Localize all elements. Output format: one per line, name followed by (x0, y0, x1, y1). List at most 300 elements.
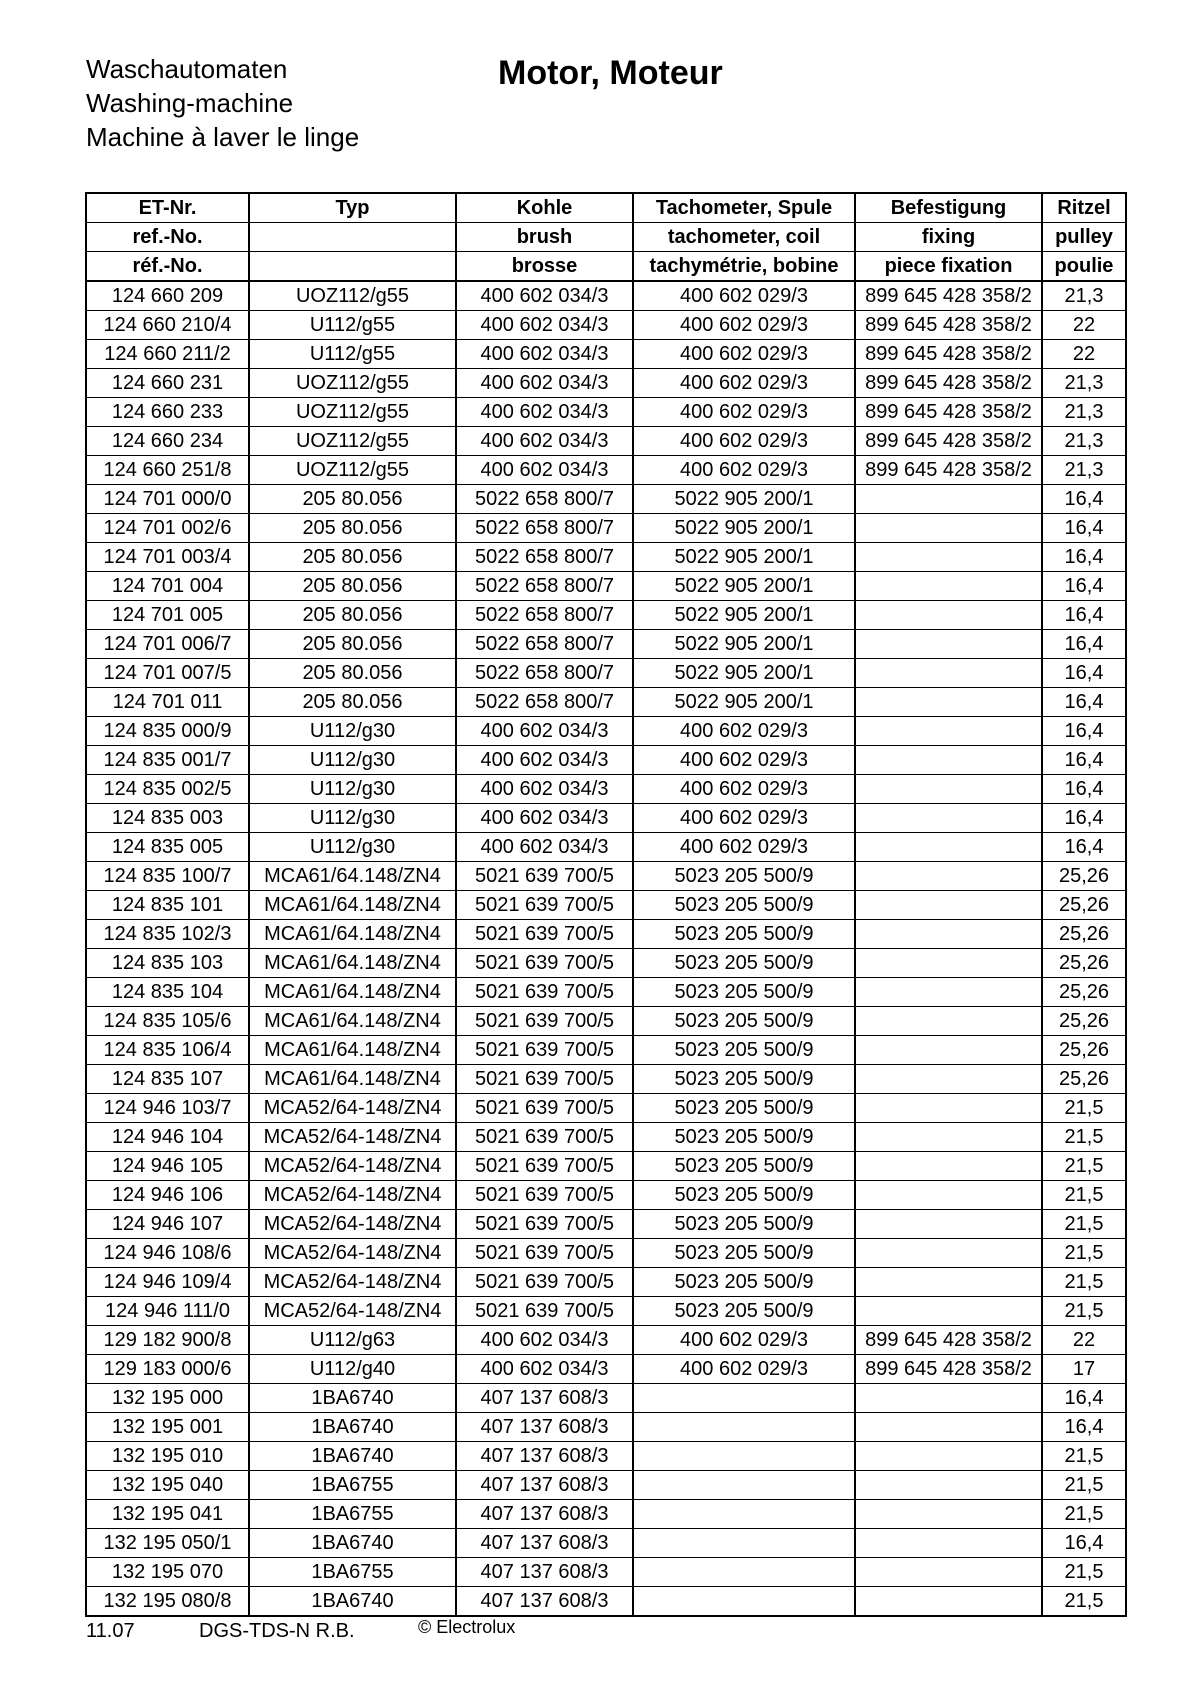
table-cell (855, 804, 1042, 833)
table-row (86, 427, 1126, 456)
table-row (86, 1152, 1126, 1181)
table-cell: 400 602 034/3 (456, 369, 633, 398)
table-cell (633, 1587, 855, 1617)
table-row (86, 543, 1126, 572)
table-cell: 124 701 002/6 (86, 514, 249, 543)
table-row (86, 833, 1126, 862)
table-row (86, 1210, 1126, 1239)
table-cell: 400 602 029/3 (633, 775, 855, 804)
table-cell: 5023 205 500/9 (633, 1036, 855, 1065)
table-cell: 5021 639 700/5 (456, 1181, 633, 1210)
table-cell: MCA61/64.148/ZN4 (249, 862, 456, 891)
table-cell: 5023 205 500/9 (633, 1065, 855, 1094)
column-header: ref.-No. (86, 223, 249, 252)
table-cell: 124 835 104 (86, 978, 249, 1007)
table-cell: 124 701 005 (86, 601, 249, 630)
table-cell (633, 1558, 855, 1587)
table-cell (633, 1471, 855, 1500)
table-cell: 124 701 006/7 (86, 630, 249, 659)
table-cell: 5022 905 200/1 (633, 659, 855, 688)
table-cell (855, 775, 1042, 804)
table-cell: 5023 205 500/9 (633, 862, 855, 891)
table-cell: 205 80.056 (249, 514, 456, 543)
table-row (86, 456, 1126, 485)
table-cell: 132 195 070 (86, 1558, 249, 1587)
table-cell: 124 660 211/2 (86, 340, 249, 369)
table-body (86, 281, 1126, 1616)
table-cell: 400 602 029/3 (633, 746, 855, 775)
table-cell: 129 183 000/6 (86, 1355, 249, 1384)
table-cell: 124 835 002/5 (86, 775, 249, 804)
table-cell: 400 602 029/3 (633, 1355, 855, 1384)
column-header: tachymétrie, bobine (633, 252, 855, 282)
table-cell: UOZ112/g55 (249, 281, 456, 311)
table-cell: 899 645 428 358/2 (855, 369, 1042, 398)
table-cell: 1BA6740 (249, 1413, 456, 1442)
table-cell (855, 1413, 1042, 1442)
table-cell: UOZ112/g55 (249, 456, 456, 485)
table-cell (855, 1094, 1042, 1123)
table-cell (855, 717, 1042, 746)
category-fr: Machine à laver le linge (86, 122, 360, 152)
table-cell: MCA52/64-148/ZN4 (249, 1181, 456, 1210)
table-cell: 21,5 (1042, 1587, 1126, 1617)
table-row (86, 1471, 1126, 1500)
table-cell: 16,4 (1042, 1413, 1126, 1442)
table-cell: 124 835 100/7 (86, 862, 249, 891)
table-cell: 407 137 608/3 (456, 1587, 633, 1617)
table-row (86, 1094, 1126, 1123)
column-header: réf.-No. (86, 252, 249, 282)
table-row (86, 891, 1126, 920)
table-cell: U112/g30 (249, 804, 456, 833)
table-row (86, 1065, 1126, 1094)
table-cell: 5022 905 200/1 (633, 630, 855, 659)
table-cell: 400 602 029/3 (633, 281, 855, 311)
table-cell (855, 1268, 1042, 1297)
table-cell (855, 920, 1042, 949)
table-cell: 21,5 (1042, 1442, 1126, 1471)
table-cell: 25,26 (1042, 862, 1126, 891)
table-cell: 124 835 000/9 (86, 717, 249, 746)
table-cell: 16,4 (1042, 659, 1126, 688)
header-row (86, 193, 1126, 223)
table-cell: 21,3 (1042, 398, 1126, 427)
table-cell: 205 80.056 (249, 572, 456, 601)
table-cell: 5021 639 700/5 (456, 1036, 633, 1065)
column-header: Kohle (456, 193, 633, 223)
table-cell: 21,5 (1042, 1297, 1126, 1326)
table-row (86, 1007, 1126, 1036)
table-cell (855, 688, 1042, 717)
table-cell: 407 137 608/3 (456, 1500, 633, 1529)
table-cell: 400 602 029/3 (633, 833, 855, 862)
category-de: Waschautomaten (86, 54, 288, 84)
table-cell: 400 602 029/3 (633, 804, 855, 833)
table-cell: 124 660 210/4 (86, 311, 249, 340)
table-cell: 16,4 (1042, 775, 1126, 804)
table-cell: 899 645 428 358/2 (855, 1355, 1042, 1384)
table-cell: 5022 905 200/1 (633, 485, 855, 514)
table-row (86, 1413, 1126, 1442)
table-cell: 5022 905 200/1 (633, 543, 855, 572)
table-cell (855, 978, 1042, 1007)
table-row (86, 1123, 1126, 1152)
table-cell: 132 195 080/8 (86, 1587, 249, 1617)
table-cell: 124 701 003/4 (86, 543, 249, 572)
table-cell: 124 701 004 (86, 572, 249, 601)
table-cell: 899 645 428 358/2 (855, 398, 1042, 427)
table-cell: 124 701 011 (86, 688, 249, 717)
table-cell: 124 701 000/0 (86, 485, 249, 514)
table-cell (855, 630, 1042, 659)
table-cell: 899 645 428 358/2 (855, 456, 1042, 485)
table-cell: 5021 639 700/5 (456, 1297, 633, 1326)
table-cell: 5021 639 700/5 (456, 978, 633, 1007)
table-cell: 124 660 233 (86, 398, 249, 427)
table-cell: 21,5 (1042, 1471, 1126, 1500)
table-cell: MCA61/64.148/ZN4 (249, 1036, 456, 1065)
table-cell (855, 891, 1042, 920)
column-header: brosse (456, 252, 633, 282)
header-row (86, 252, 1126, 282)
table-cell: 22 (1042, 311, 1126, 340)
table-row (86, 572, 1126, 601)
table-cell: 16,4 (1042, 804, 1126, 833)
table-cell: 22 (1042, 340, 1126, 369)
table-cell: 5022 905 200/1 (633, 688, 855, 717)
table-cell: 400 602 034/3 (456, 311, 633, 340)
table-row (86, 1384, 1126, 1413)
table-cell: 1BA6755 (249, 1558, 456, 1587)
table-cell: 5023 205 500/9 (633, 1268, 855, 1297)
table-cell: 5022 905 200/1 (633, 572, 855, 601)
column-header: Tachometer, Spule (633, 193, 855, 223)
table-cell: 124 835 102/3 (86, 920, 249, 949)
table-cell: 400 602 029/3 (633, 369, 855, 398)
column-header: pulley (1042, 223, 1126, 252)
table-cell: 5022 658 800/7 (456, 630, 633, 659)
table-cell: 132 195 001 (86, 1413, 249, 1442)
table-cell: 5021 639 700/5 (456, 1123, 633, 1152)
table-cell: U112/g55 (249, 340, 456, 369)
table-cell: 1BA6740 (249, 1384, 456, 1413)
table-cell: 407 137 608/3 (456, 1442, 633, 1471)
table-cell: 407 137 608/3 (456, 1471, 633, 1500)
table-cell (855, 949, 1042, 978)
table-cell: 124 946 103/7 (86, 1094, 249, 1123)
table-cell: 899 645 428 358/2 (855, 281, 1042, 311)
table-cell: 1BA6740 (249, 1529, 456, 1558)
table-cell (633, 1384, 855, 1413)
table-cell: 899 645 428 358/2 (855, 1326, 1042, 1355)
table-cell: 124 946 108/6 (86, 1239, 249, 1268)
column-header: piece fixation (855, 252, 1042, 282)
table-cell: 400 602 034/3 (456, 398, 633, 427)
table-cell (855, 1152, 1042, 1181)
table-cell (633, 1500, 855, 1529)
table-cell: 400 602 029/3 (633, 340, 855, 369)
table-cell (855, 1529, 1042, 1558)
table-cell: 407 137 608/3 (456, 1558, 633, 1587)
table-cell: 124 946 104 (86, 1123, 249, 1152)
table-cell (855, 1181, 1042, 1210)
table-cell: 124 660 231 (86, 369, 249, 398)
page-title: Motor, Moteur (498, 54, 723, 92)
table-cell: U112/g30 (249, 833, 456, 862)
column-header: ET-Nr. (86, 193, 249, 223)
table-cell (855, 1297, 1042, 1326)
table-cell (855, 514, 1042, 543)
table-cell: 5022 658 800/7 (456, 514, 633, 543)
category-en: Washing-machine (86, 88, 294, 118)
table-cell (855, 746, 1042, 775)
table-row (86, 311, 1126, 340)
column-header (249, 252, 456, 282)
table-cell (855, 1210, 1042, 1239)
table-cell: 16,4 (1042, 833, 1126, 862)
table-cell: 16,4 (1042, 601, 1126, 630)
table-row (86, 1529, 1126, 1558)
table-cell: 1BA6755 (249, 1500, 456, 1529)
table-cell: MCA52/64-148/ZN4 (249, 1268, 456, 1297)
table-row (86, 340, 1126, 369)
table-cell: 124 660 234 (86, 427, 249, 456)
table-cell (855, 1500, 1042, 1529)
table-cell: 5021 639 700/5 (456, 949, 633, 978)
table-cell: 5023 205 500/9 (633, 1094, 855, 1123)
table-cell: MCA61/64.148/ZN4 (249, 978, 456, 1007)
column-header (249, 223, 456, 252)
table-row (86, 601, 1126, 630)
table-header (86, 193, 1126, 281)
table-cell (855, 485, 1042, 514)
table-cell (855, 833, 1042, 862)
table-cell: 400 602 034/3 (456, 833, 633, 862)
table-cell: 5022 905 200/1 (633, 514, 855, 543)
table-row (86, 949, 1126, 978)
table-cell: U112/g40 (249, 1355, 456, 1384)
table-cell: 21,5 (1042, 1500, 1126, 1529)
table-cell: 25,26 (1042, 891, 1126, 920)
table-row (86, 1355, 1126, 1384)
table-cell: UOZ112/g55 (249, 427, 456, 456)
table-cell: MCA61/64.148/ZN4 (249, 1007, 456, 1036)
table-cell: 899 645 428 358/2 (855, 427, 1042, 456)
table-cell: 400 602 034/3 (456, 281, 633, 311)
table-cell: 129 182 900/8 (86, 1326, 249, 1355)
table-cell (855, 572, 1042, 601)
table-cell: 124 835 106/4 (86, 1036, 249, 1065)
table-cell: 124 701 007/5 (86, 659, 249, 688)
table-cell: 5021 639 700/5 (456, 891, 633, 920)
table-cell (855, 1065, 1042, 1094)
table-cell: 400 602 034/3 (456, 456, 633, 485)
column-header: Ritzel (1042, 193, 1126, 223)
table-cell: 899 645 428 358/2 (855, 311, 1042, 340)
table-cell: 5021 639 700/5 (456, 1007, 633, 1036)
table-cell (855, 1123, 1042, 1152)
table-cell: 400 602 029/3 (633, 717, 855, 746)
table-row (86, 369, 1126, 398)
table-cell: 25,26 (1042, 1007, 1126, 1036)
table-cell: 22 (1042, 1326, 1126, 1355)
table-cell: 407 137 608/3 (456, 1384, 633, 1413)
table-row (86, 630, 1126, 659)
table-cell: 5023 205 500/9 (633, 978, 855, 1007)
table-cell: 132 195 000 (86, 1384, 249, 1413)
table-cell: 124 660 251/8 (86, 456, 249, 485)
table-cell: 205 80.056 (249, 688, 456, 717)
table-row (86, 485, 1126, 514)
table-cell: UOZ112/g55 (249, 398, 456, 427)
table-cell (855, 1471, 1042, 1500)
table-cell: 16,4 (1042, 514, 1126, 543)
table-row (86, 978, 1126, 1007)
table-cell: 400 602 029/3 (633, 311, 855, 340)
table-cell: 16,4 (1042, 485, 1126, 514)
table-cell: UOZ112/g55 (249, 369, 456, 398)
table-cell: 21,5 (1042, 1268, 1126, 1297)
table-cell (855, 1007, 1042, 1036)
table-cell: 21,3 (1042, 369, 1126, 398)
table-cell: 400 602 029/3 (633, 1326, 855, 1355)
table-cell: 124 946 109/4 (86, 1268, 249, 1297)
column-header: tachometer, coil (633, 223, 855, 252)
table-cell: 21,5 (1042, 1094, 1126, 1123)
table-cell: 205 80.056 (249, 485, 456, 514)
table-cell: 16,4 (1042, 572, 1126, 601)
table-cell: 5021 639 700/5 (456, 1065, 633, 1094)
table-cell: 25,26 (1042, 949, 1126, 978)
table-cell: U112/g30 (249, 746, 456, 775)
table-cell: 25,26 (1042, 1036, 1126, 1065)
table-cell: MCA61/64.148/ZN4 (249, 891, 456, 920)
column-header: fixing (855, 223, 1042, 252)
table-cell: 5023 205 500/9 (633, 1239, 855, 1268)
table-cell: U112/g30 (249, 717, 456, 746)
table-cell: 17 (1042, 1355, 1126, 1384)
table-cell: 5021 639 700/5 (456, 920, 633, 949)
table-row (86, 398, 1126, 427)
footer-department: DGS-TDS-N R.B. (199, 1620, 355, 1642)
table-cell: U112/g55 (249, 311, 456, 340)
table-cell (855, 1239, 1042, 1268)
table-cell: MCA52/64-148/ZN4 (249, 1094, 456, 1123)
table-cell: 16,4 (1042, 688, 1126, 717)
table-cell: 16,4 (1042, 543, 1126, 572)
table-row (86, 688, 1126, 717)
table-row (86, 1268, 1126, 1297)
table-cell: 400 602 034/3 (456, 1326, 633, 1355)
table-cell: 21,3 (1042, 427, 1126, 456)
table-cell: 124 946 105 (86, 1152, 249, 1181)
table-row (86, 1587, 1126, 1617)
table-cell: U112/g30 (249, 775, 456, 804)
table-cell: MCA61/64.148/ZN4 (249, 949, 456, 978)
footer-date: 11.07 (86, 1620, 135, 1642)
table-cell: 407 137 608/3 (456, 1413, 633, 1442)
table-cell: 21,5 (1042, 1558, 1126, 1587)
table-row (86, 920, 1126, 949)
table-cell: 124 835 105/6 (86, 1007, 249, 1036)
table-cell: 5023 205 500/9 (633, 891, 855, 920)
table-cell: 5021 639 700/5 (456, 1268, 633, 1297)
table-cell: 5022 658 800/7 (456, 659, 633, 688)
table-cell: 5022 658 800/7 (456, 688, 633, 717)
table-cell: 205 80.056 (249, 543, 456, 572)
table-cell: 400 602 034/3 (456, 427, 633, 456)
table-cell: 407 137 608/3 (456, 1529, 633, 1558)
table-cell: 400 602 034/3 (456, 717, 633, 746)
table-cell: 5021 639 700/5 (456, 1094, 633, 1123)
table-cell: 124 660 209 (86, 281, 249, 311)
table-row (86, 281, 1126, 311)
table-row (86, 514, 1126, 543)
table-row (86, 775, 1126, 804)
header-row (86, 223, 1126, 252)
table-cell: 5021 639 700/5 (456, 862, 633, 891)
table-cell (633, 1442, 855, 1471)
table-cell: 21,5 (1042, 1152, 1126, 1181)
table-row (86, 746, 1126, 775)
table-cell: 16,4 (1042, 630, 1126, 659)
table-cell: 21,3 (1042, 281, 1126, 311)
table-cell: 16,4 (1042, 746, 1126, 775)
table-cell: 400 602 029/3 (633, 398, 855, 427)
table-cell (855, 862, 1042, 891)
table-cell: 5023 205 500/9 (633, 920, 855, 949)
table-cell: 16,4 (1042, 1384, 1126, 1413)
table-cell: 132 195 040 (86, 1471, 249, 1500)
table-cell: 124 835 003 (86, 804, 249, 833)
table-cell: 132 195 010 (86, 1442, 249, 1471)
table-cell: 899 645 428 358/2 (855, 340, 1042, 369)
table-cell: 5023 205 500/9 (633, 1123, 855, 1152)
table-cell: 400 602 029/3 (633, 456, 855, 485)
table-cell: 400 602 034/3 (456, 1355, 633, 1384)
table-cell: MCA52/64-148/ZN4 (249, 1123, 456, 1152)
table-cell: MCA61/64.148/ZN4 (249, 1065, 456, 1094)
table-cell: MCA52/64-148/ZN4 (249, 1210, 456, 1239)
table-cell: 5023 205 500/9 (633, 1181, 855, 1210)
table-cell (855, 543, 1042, 572)
table-cell: 5022 658 800/7 (456, 485, 633, 514)
table-row (86, 1500, 1126, 1529)
table-cell: 1BA6740 (249, 1442, 456, 1471)
table-cell: 205 80.056 (249, 659, 456, 688)
table-cell (855, 659, 1042, 688)
table-row (86, 1297, 1126, 1326)
table-cell: 124 946 107 (86, 1210, 249, 1239)
table-cell (855, 1384, 1042, 1413)
table-row (86, 1239, 1126, 1268)
table-cell: 400 602 034/3 (456, 804, 633, 833)
column-header: brush (456, 223, 633, 252)
table-cell: 400 602 034/3 (456, 775, 633, 804)
table-cell: 5021 639 700/5 (456, 1239, 633, 1268)
table-cell (633, 1413, 855, 1442)
table-cell (855, 601, 1042, 630)
table-cell: 5022 658 800/7 (456, 543, 633, 572)
table-row (86, 1442, 1126, 1471)
table-cell: 21,5 (1042, 1210, 1126, 1239)
table-row (86, 862, 1126, 891)
table-cell: MCA52/64-148/ZN4 (249, 1239, 456, 1268)
table-cell: 124 835 103 (86, 949, 249, 978)
table-cell: 400 602 029/3 (633, 427, 855, 456)
column-header: poulie (1042, 252, 1126, 282)
